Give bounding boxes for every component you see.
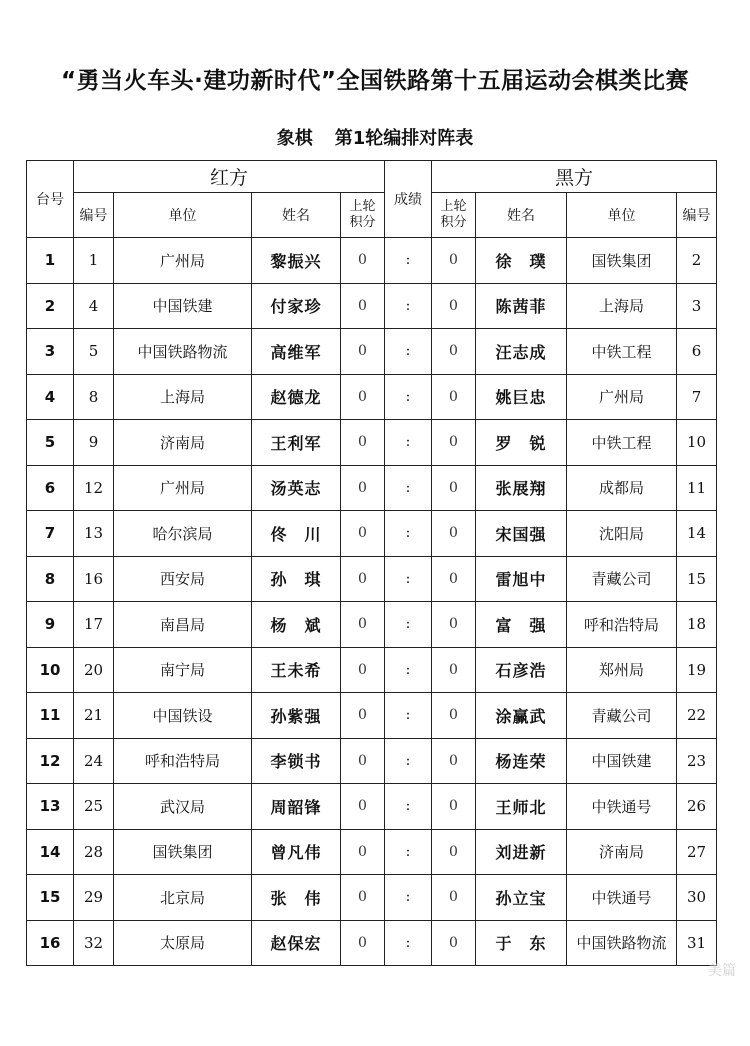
red-prev-score: 0 — [341, 647, 385, 693]
result-separator: : — [385, 283, 432, 329]
black-number: 11 — [677, 465, 717, 511]
result-separator: : — [385, 602, 432, 648]
red-name: 曾凡伟 — [252, 829, 341, 875]
red-unit: 上海局 — [114, 374, 252, 420]
black-prev-score: 0 — [432, 465, 476, 511]
header-black-unit: 单位 — [567, 193, 677, 238]
black-number: 10 — [677, 420, 717, 466]
black-prev-score: 0 — [432, 784, 476, 830]
red-prev-score: 0 — [341, 329, 385, 375]
result-separator: : — [385, 738, 432, 784]
black-unit: 中国铁建 — [567, 738, 677, 784]
black-name: 涂赢武 — [476, 693, 567, 739]
table-number: 10 — [27, 647, 74, 693]
black-number: 3 — [677, 283, 717, 329]
table-row — [27, 602, 717, 648]
black-name: 王师北 — [476, 784, 567, 830]
red-name: 高维军 — [252, 329, 341, 375]
black-name: 石彦浩 — [476, 647, 567, 693]
red-number: 16 — [74, 556, 114, 602]
red-unit: 中国铁路物流 — [114, 329, 252, 375]
red-number: 8 — [74, 374, 114, 420]
red-unit: 南宁局 — [114, 647, 252, 693]
table-number: 4 — [27, 374, 74, 420]
black-prev-score: 0 — [432, 420, 476, 466]
black-unit: 沈阳局 — [567, 511, 677, 557]
red-number: 4 — [74, 283, 114, 329]
red-unit: 哈尔滨局 — [114, 511, 252, 557]
black-prev-score: 0 — [432, 920, 476, 966]
red-prev-score: 0 — [341, 738, 385, 784]
header-table-no: 台号 — [27, 161, 74, 238]
red-unit: 广州局 — [114, 238, 252, 284]
table-row — [27, 420, 717, 466]
black-number: 19 — [677, 647, 717, 693]
document-subtitle — [0, 124, 750, 150]
header-red-unit: 单位 — [114, 193, 252, 238]
black-name: 罗 锐 — [476, 420, 567, 466]
table-number: 12 — [27, 738, 74, 784]
result-separator: : — [385, 784, 432, 830]
result-separator: : — [385, 238, 432, 284]
table-row — [27, 283, 717, 329]
red-prev-score: 0 — [341, 920, 385, 966]
red-prev-score: 0 — [341, 556, 385, 602]
red-name: 孙 琪 — [252, 556, 341, 602]
table-row — [27, 556, 717, 602]
table-number: 7 — [27, 511, 74, 557]
header-result: 成绩 — [385, 161, 432, 238]
result-separator: : — [385, 829, 432, 875]
black-prev-score: 0 — [432, 829, 476, 875]
result-separator: : — [385, 647, 432, 693]
red-prev-score: 0 — [341, 420, 385, 466]
black-unit: 上海局 — [567, 283, 677, 329]
black-name: 刘进新 — [476, 829, 567, 875]
red-name: 杨 斌 — [252, 602, 341, 648]
black-prev-score: 0 — [432, 556, 476, 602]
result-separator: : — [385, 374, 432, 420]
red-unit: 北京局 — [114, 875, 252, 921]
red-prev-score: 0 — [341, 693, 385, 739]
black-prev-score: 0 — [432, 647, 476, 693]
black-unit: 郑州局 — [567, 647, 677, 693]
table-row — [27, 920, 717, 966]
table-row — [27, 238, 717, 284]
header-red-side: 红方 — [74, 161, 385, 193]
black-name: 宋国强 — [476, 511, 567, 557]
table-number: 5 — [27, 420, 74, 466]
red-prev-score: 0 — [341, 784, 385, 830]
round-label: 第1轮编排对阵表 — [334, 128, 474, 149]
red-number: 17 — [74, 602, 114, 648]
red-number: 24 — [74, 738, 114, 784]
red-name: 黎振兴 — [252, 238, 341, 284]
black-prev-score: 0 — [432, 875, 476, 921]
red-number: 12 — [74, 465, 114, 511]
header-black-side: 黑方 — [432, 161, 717, 193]
black-name: 雷旭中 — [476, 556, 567, 602]
black-prev-score: 0 — [432, 602, 476, 648]
table-number: 11 — [27, 693, 74, 739]
black-name: 徐 璞 — [476, 238, 567, 284]
black-unit: 中铁通号 — [567, 875, 677, 921]
black-unit: 呼和浩特局 — [567, 602, 677, 648]
red-number: 25 — [74, 784, 114, 830]
black-unit: 广州局 — [567, 374, 677, 420]
black-unit: 中国铁路物流 — [567, 920, 677, 966]
black-name: 张展翔 — [476, 465, 567, 511]
header-black-prev-score: 上轮积分 — [432, 193, 476, 238]
result-separator: : — [385, 465, 432, 511]
black-number: 22 — [677, 693, 717, 739]
black-unit: 青藏公司 — [567, 556, 677, 602]
red-unit: 南昌局 — [114, 602, 252, 648]
pairing-rows — [27, 238, 717, 966]
table-number: 1 — [27, 238, 74, 284]
black-number: 14 — [677, 511, 717, 557]
red-number: 5 — [74, 329, 114, 375]
table-number: 15 — [27, 875, 74, 921]
table-row — [27, 374, 717, 420]
red-prev-score: 0 — [341, 283, 385, 329]
red-unit: 国铁集团 — [114, 829, 252, 875]
red-name: 王未希 — [252, 647, 341, 693]
black-number: 18 — [677, 602, 717, 648]
red-unit: 济南局 — [114, 420, 252, 466]
table-row — [27, 738, 717, 784]
black-name: 富 强 — [476, 602, 567, 648]
header-red-number: 编号 — [74, 193, 114, 238]
red-prev-score: 0 — [341, 238, 385, 284]
red-prev-score: 0 — [341, 829, 385, 875]
black-number: 30 — [677, 875, 717, 921]
table-row — [27, 329, 717, 375]
table-number: 3 — [27, 329, 74, 375]
red-number: 29 — [74, 875, 114, 921]
black-unit: 中铁通号 — [567, 784, 677, 830]
table-number: 8 — [27, 556, 74, 602]
black-name: 杨连荣 — [476, 738, 567, 784]
black-unit: 成都局 — [567, 465, 677, 511]
header-red-name: 姓名 — [252, 193, 341, 238]
black-number: 23 — [677, 738, 717, 784]
result-separator: : — [385, 693, 432, 739]
black-number: 26 — [677, 784, 717, 830]
black-prev-score: 0 — [432, 693, 476, 739]
result-separator: : — [385, 420, 432, 466]
result-separator: : — [385, 920, 432, 966]
table-number: 13 — [27, 784, 74, 830]
red-unit: 西安局 — [114, 556, 252, 602]
red-number: 32 — [74, 920, 114, 966]
black-prev-score: 0 — [432, 329, 476, 375]
table-number: 14 — [27, 829, 74, 875]
red-name: 汤英志 — [252, 465, 341, 511]
red-prev-score: 0 — [341, 374, 385, 420]
red-unit: 太原局 — [114, 920, 252, 966]
black-number: 31 — [677, 920, 717, 966]
result-separator: : — [385, 511, 432, 557]
red-prev-score: 0 — [341, 465, 385, 511]
red-prev-score: 0 — [341, 511, 385, 557]
red-number: 13 — [74, 511, 114, 557]
black-name: 孙立宝 — [476, 875, 567, 921]
table-row — [27, 784, 717, 830]
red-name: 赵德龙 — [252, 374, 341, 420]
black-unit: 济南局 — [567, 829, 677, 875]
red-unit: 呼和浩特局 — [114, 738, 252, 784]
document-title: “勇当火车头·建功新时代”全国铁路第十五届运动会棋类比赛 — [61, 68, 689, 94]
black-unit: 中铁工程 — [567, 329, 677, 375]
table-row — [27, 693, 717, 739]
black-number: 15 — [677, 556, 717, 602]
header-black-name: 姓名 — [476, 193, 567, 238]
black-prev-score: 0 — [432, 238, 476, 284]
red-number: 9 — [74, 420, 114, 466]
black-number: 6 — [677, 329, 717, 375]
black-prev-score: 0 — [432, 738, 476, 784]
red-unit: 中国铁建 — [114, 283, 252, 329]
red-unit: 广州局 — [114, 465, 252, 511]
table-number: 6 — [27, 465, 74, 511]
red-name: 李锁书 — [252, 738, 341, 784]
result-separator: : — [385, 329, 432, 375]
result-separator: : — [385, 875, 432, 921]
event-name: 象棋 — [276, 128, 313, 149]
red-prev-score: 0 — [341, 875, 385, 921]
table-number: 16 — [27, 920, 74, 966]
watermark: 美篇 — [708, 963, 736, 979]
header-red-prev-score: 上轮积分 — [341, 193, 385, 238]
black-name: 于 东 — [476, 920, 567, 966]
table-number: 2 — [27, 283, 74, 329]
result-separator: : — [385, 556, 432, 602]
black-number: 2 — [677, 238, 717, 284]
red-name: 佟 川 — [252, 511, 341, 557]
pairing-table — [26, 160, 717, 966]
black-unit: 中铁工程 — [567, 420, 677, 466]
red-number: 1 — [74, 238, 114, 284]
black-name: 陈茜菲 — [476, 283, 567, 329]
red-name: 张 伟 — [252, 875, 341, 921]
red-name: 孙紫强 — [252, 693, 341, 739]
table-row — [27, 829, 717, 875]
red-name: 付家珍 — [252, 283, 341, 329]
black-number: 27 — [677, 829, 717, 875]
table-row — [27, 465, 717, 511]
black-name: 汪志成 — [476, 329, 567, 375]
black-prev-score: 0 — [432, 283, 476, 329]
red-number: 21 — [74, 693, 114, 739]
red-number: 28 — [74, 829, 114, 875]
red-name: 王利军 — [252, 420, 341, 466]
black-number: 7 — [677, 374, 717, 420]
table-row — [27, 647, 717, 693]
red-name: 赵保宏 — [252, 920, 341, 966]
black-name: 姚巨忠 — [476, 374, 567, 420]
black-prev-score: 0 — [432, 511, 476, 557]
table-row — [27, 511, 717, 557]
table-row — [27, 875, 717, 921]
red-unit: 中国铁设 — [114, 693, 252, 739]
header-black-number: 编号 — [677, 193, 717, 238]
red-prev-score: 0 — [341, 602, 385, 648]
red-unit: 武汉局 — [114, 784, 252, 830]
black-unit: 青藏公司 — [567, 693, 677, 739]
black-unit: 国铁集团 — [567, 238, 677, 284]
black-prev-score: 0 — [432, 374, 476, 420]
red-name: 周韶锋 — [252, 784, 341, 830]
table-number: 9 — [27, 602, 74, 648]
red-number: 20 — [74, 647, 114, 693]
